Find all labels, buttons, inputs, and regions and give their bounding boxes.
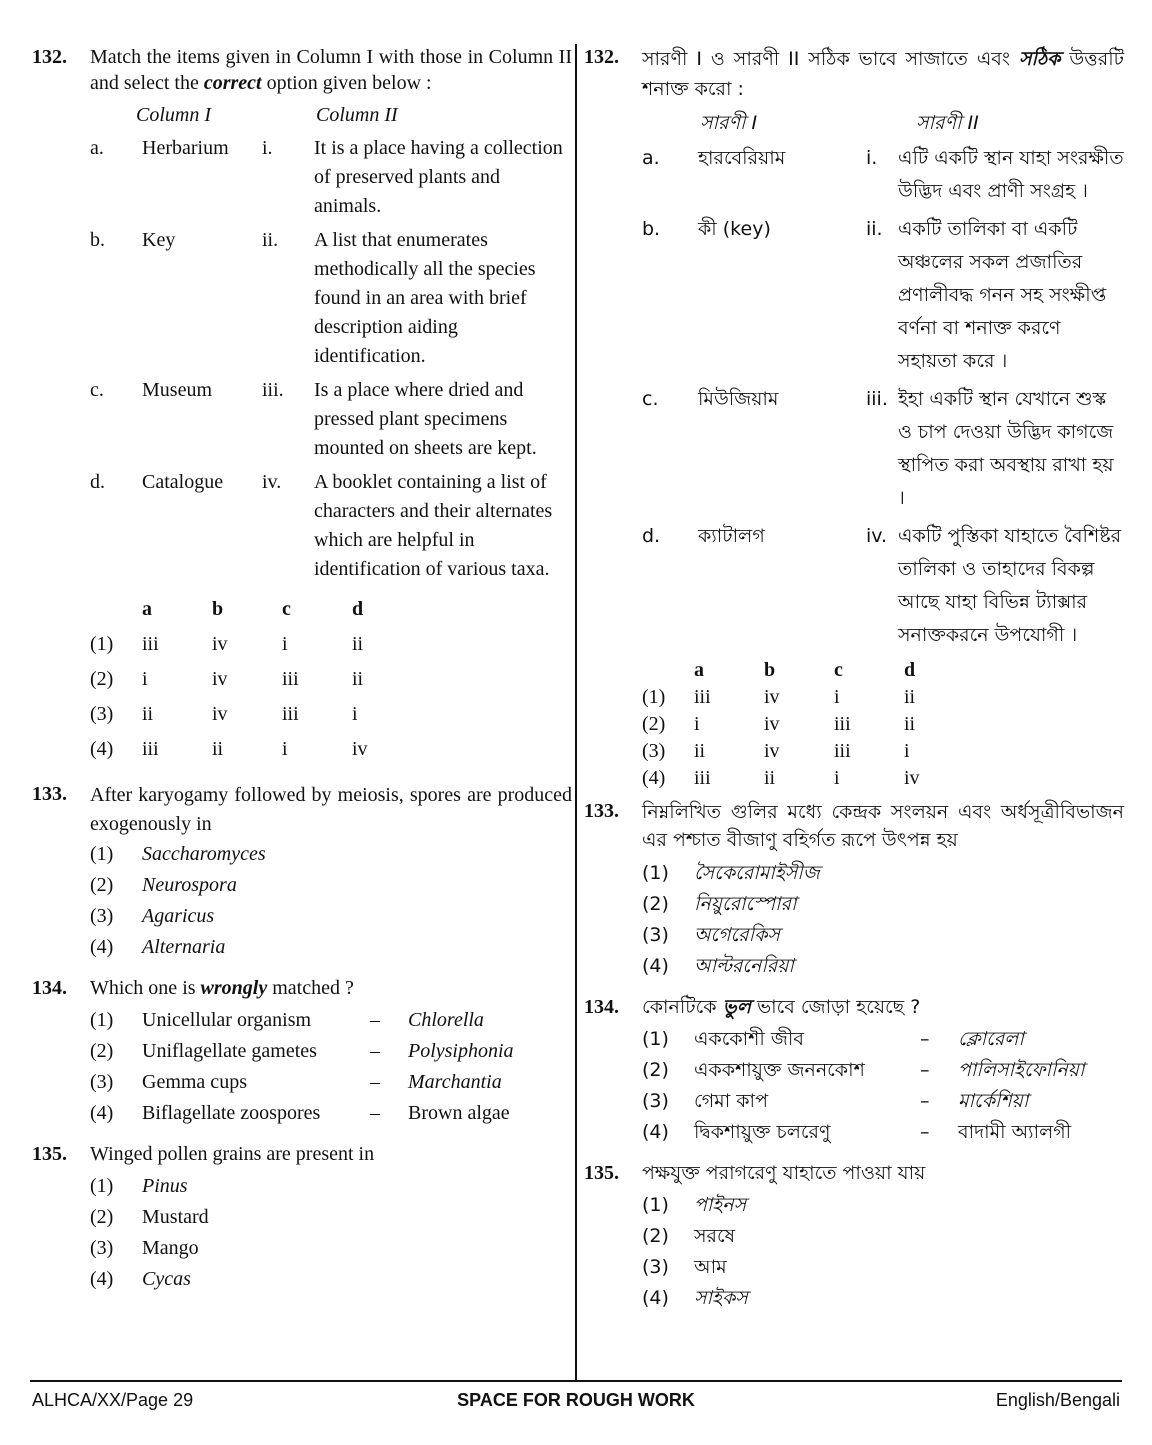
- answer-option[interactable]: (2) i iv iii ii: [642, 713, 916, 735]
- footer-rule: [30, 1380, 1122, 1382]
- column-headers: [90, 102, 572, 128]
- answer-option[interactable]: (3) ii iv iii i: [642, 740, 910, 762]
- answer-option[interactable]: (1) Pinus: [90, 1175, 188, 1197]
- question-132-bn: 132. সারণী I ও সারণী II সঠিক ভাবে সাজাতে এবং সঠিক উত্তরটি শনাক্ত করো : সারণী I সারণী II a. হারবেরিয়াম i. এটি একটি স্থান যাহা সংরক্ষীত উদ্ভিদ এবং প্রাণী সংগ্রহ । b. কী (key) ii. একটি তালিকা বা একটি অঞ্চলের সকল প্রজাতির প্রণালীবদ্ধ গনন সহ সংক্ষীপ্ত বর্ণনা বা শনাক্ত করণে সহায়তা করে । c. মিউজিয়াম iii. ইহা একটি স্থান যেখানে শুস্ক ও চাপ দেওয়া উদ্ভিদ কাগজে স্থাপিত করা অবস্থায় রাখা হয় । d. ক্যাটালগ iv. একটি পুস্তিকা যাহাতে বৈশিষ্টর তালিকা ও তাহাদের বিকল্প আছে যাহা বিভিন্ন ট্যাক্সার সনাক্তকরনে উপযোগী । a b c d (1) iii iv i ii (2) i iv iii ii (3) ii iv iii i (4) iii ii i iv: [584, 44, 1124, 792]
- match-row: d. ক্যাটালগ iv. একটি পুস্তিকা যাহাতে বৈশিষ্টর তালিকা ও তাহাদের বিকল্প আছে যাহা বিভিন্ন ট্যাক্সার সনাক্তকরনে উপযোগী ।: [642, 525, 1122, 646]
- answer-option[interactable]: (4) Alternaria: [90, 936, 226, 958]
- match-row: c. মিউজিয়াম iii. ইহা একটি স্থান যেখানে শুস্ক ও চাপ দেওয়া উদ্ভিদ কাগজে স্থাপিত করা অবস্থায় রাখা হয় ।: [642, 388, 1114, 509]
- question-stem: সারণী I ও সারণী II সঠিক ভাবে সাজাতে এবং সঠিক উত্তরটি শনাক্ত করো :: [642, 48, 1124, 100]
- answer-option[interactable]: (4) iii ii i iv: [90, 738, 368, 760]
- answer-grid: a b c d (1) iii iv i ii (2) i iv iii ii (3) ii iv iii i (4) iii ii i iv: [642, 657, 1124, 792]
- answer-option[interactable]: (3) Agaricus: [90, 905, 215, 927]
- question-135-bn: 135. পক্ষযুক্ত পরাগরেণু যাহাতে পাওয়া যায় (1) পাইনস (2) সরষে (3) আম (4) সাইকস: [584, 1160, 1124, 1314]
- answer-option[interactable]: (1) Unicellular organism – Chlorella: [90, 1009, 484, 1031]
- answer-option[interactable]: (4) দ্বিকশায়ুক্ত চলরেণু – বাদামী অ্যালগী: [642, 1121, 1072, 1143]
- column-ii-header: Column II: [316, 104, 398, 126]
- answer-option[interactable]: (1) Saccharomyces: [90, 843, 266, 865]
- match-row: b. Key ii. A list that enumerates methodically all the species found in an area with brief description aiding identification.: [90, 229, 536, 367]
- question-number: 132.: [32, 46, 67, 68]
- answer-option[interactable]: (4) সাইকস: [642, 1287, 748, 1309]
- answer-option[interactable]: (4) আল্টরনেরিয়া: [642, 955, 794, 977]
- match-row: d. Catalogue iv. A booklet containing a list of characters and their alternates which are helpful in identification of various taxa.: [90, 471, 553, 580]
- match-row: a. হারবেরিয়াম i. এটি একটি স্থান যাহা সংরক্ষীত উদ্ভিদ এবং প্রাণী সংগ্রহ ।: [642, 147, 1124, 202]
- question-stem: Winged pollen grains are present in: [90, 1143, 375, 1165]
- question-135-en: 135. Winged pollen grains are present in (1) Pinus (2) Mustard (3) Mango (4) Cycas: [32, 1141, 572, 1295]
- answer-grid: [90, 592, 572, 767]
- question-134-en: 134. Which one is wrongly matched ? (1) Unicellular organism – Chlorella (2) Uniflagellate gametes – Polysiphonia (3) Gemma cups – Marchantia (4) Biflagellate zoospores – Brown algae: [32, 975, 572, 1129]
- column-divider: [575, 44, 577, 1380]
- question-stem: Which one is wrongly matched ?: [90, 977, 354, 999]
- answer-option[interactable]: (2) Neurospora: [90, 874, 237, 896]
- answer-option[interactable]: (4) iii ii i iv: [642, 767, 920, 789]
- answer-option[interactable]: (2) Mustard: [90, 1206, 209, 1228]
- question-stem: After karyogamy followed by meiosis, spores are produced exogenously in: [90, 784, 572, 835]
- question-stem: কোনটিকে ভুল ভাবে জোড়া হয়েছে ?: [642, 996, 921, 1018]
- question-stem: পক্ষযুক্ত পরাগরেণু যাহাতে পাওয়া যায়: [642, 1162, 926, 1184]
- answer-option[interactable]: (4) Biflagellate zoospores – Brown algae: [90, 1102, 510, 1124]
- answer-option[interactable]: (1) সৈকেরোমাইসীজ: [642, 862, 820, 884]
- answer-option[interactable]: (2) i iv iii ii: [90, 668, 364, 690]
- answer-option[interactable]: (1) এককোশী জীব – ক্লোরেলা: [642, 1028, 1024, 1050]
- page-code: ALHCA/XX/Page 29: [32, 1390, 194, 1410]
- answer-grid-header: a b c d: [142, 598, 364, 620]
- question-133-bn: 133. নিম্নলিখিত গুলির মধ্যে কেন্দ্রক সংলয়ন এবং অর্ধসূত্রীবিভাজন এর পশ্চাত বীজাণু বহির্গত রূপে উৎপন্ন হয় (1) সৈকেরোমাইসীজ (2) নিয়ুরোস্পোরা (3) অগেরেকিস (4) আল্টরনেরিয়া: [584, 798, 1124, 982]
- match-row: a. Herbarium i. It is a place having a collection of preserved plants and animals.: [90, 137, 563, 217]
- question-133-en: 133. After karyogamy followed by meiosis, spores are produced exogenously in (1) Saccharomyces (2) Neurospora (3) Agaricus (4) Alternaria: [32, 781, 572, 963]
- answer-option[interactable]: (1) iii iv i ii: [90, 633, 364, 655]
- column-headers: সারণী I সারণী II: [700, 112, 979, 134]
- answer-option[interactable]: (2) Uniflagellate gametes – Polysiphonia: [90, 1040, 514, 1062]
- answer-option[interactable]: (2) সরষে: [642, 1225, 736, 1247]
- question-stem: Match the items given in Column I with those in Column II and select the correct option given below :: [90, 46, 572, 94]
- answer-option[interactable]: (3) ii iv iii i: [90, 703, 358, 725]
- answer-option[interactable]: (2) নিয়ুরোস্পোরা: [642, 893, 797, 915]
- answer-option[interactable]: (2) এককশায়ুক্ত জননকোশ – পালিসাইফোনিয়া: [642, 1059, 1085, 1081]
- answer-option[interactable]: (1) পাইনস: [642, 1194, 747, 1216]
- answer-option[interactable]: (3) Mango: [90, 1237, 199, 1259]
- english-column: [32, 44, 572, 1307]
- match-row: c. Museum iii. Is a place where dried and pressed plant specimens mounted on sheets are kept.: [90, 379, 537, 459]
- answer-option[interactable]: (4) Cycas: [90, 1268, 191, 1290]
- column-i-header: Column I: [136, 104, 211, 126]
- bengali-column: [584, 44, 1124, 1326]
- language-label: English/Bengali: [995, 1390, 1120, 1410]
- answer-option[interactable]: (1) iii iv i ii: [642, 686, 916, 708]
- answer-option[interactable]: (3) অগেরেকিস: [642, 924, 780, 946]
- question-stem: নিম্নলিখিত গুলির মধ্যে কেন্দ্রক সংলয়ন এবং অর্ধসূত্রীবিভাজন এর পশ্চাত বীজাণু বহির্গত রূপে উৎপন্ন হয়: [642, 801, 1124, 851]
- answer-option[interactable]: (3) আম: [642, 1256, 727, 1278]
- match-row: b. কী (key) ii. একটি তালিকা বা একটি অঞ্চলের সকল প্রজাতির প্রণালীবদ্ধ গনন সহ সংক্ষীপ্ত বর্ণনা বা শনাক্ত করণে সহায়তা করে ।: [642, 218, 1107, 372]
- question-134-bn: 134. কোনটিকে ভুল ভাবে জোড়া হয়েছে ? (1) এককোশী জীব – ক্লোরেলা (2) এককশায়ুক্ত জননকোশ – পালিসাইফোনিয়া (3) গেমা কাপ – মার্কেশিয়া (4) দ্বিকশায়ুক্ত চলরেণু – বাদামী অ্যালগী: [584, 994, 1124, 1148]
- rough-work-label: SPACE FOR ROUGH WORK: [457, 1390, 695, 1410]
- question-132-en: [32, 44, 572, 767]
- answer-option[interactable]: (3) গেমা কাপ – মার্কেশিয়া: [642, 1090, 1029, 1112]
- answer-option[interactable]: (3) Gemma cups – Marchantia: [90, 1071, 502, 1093]
